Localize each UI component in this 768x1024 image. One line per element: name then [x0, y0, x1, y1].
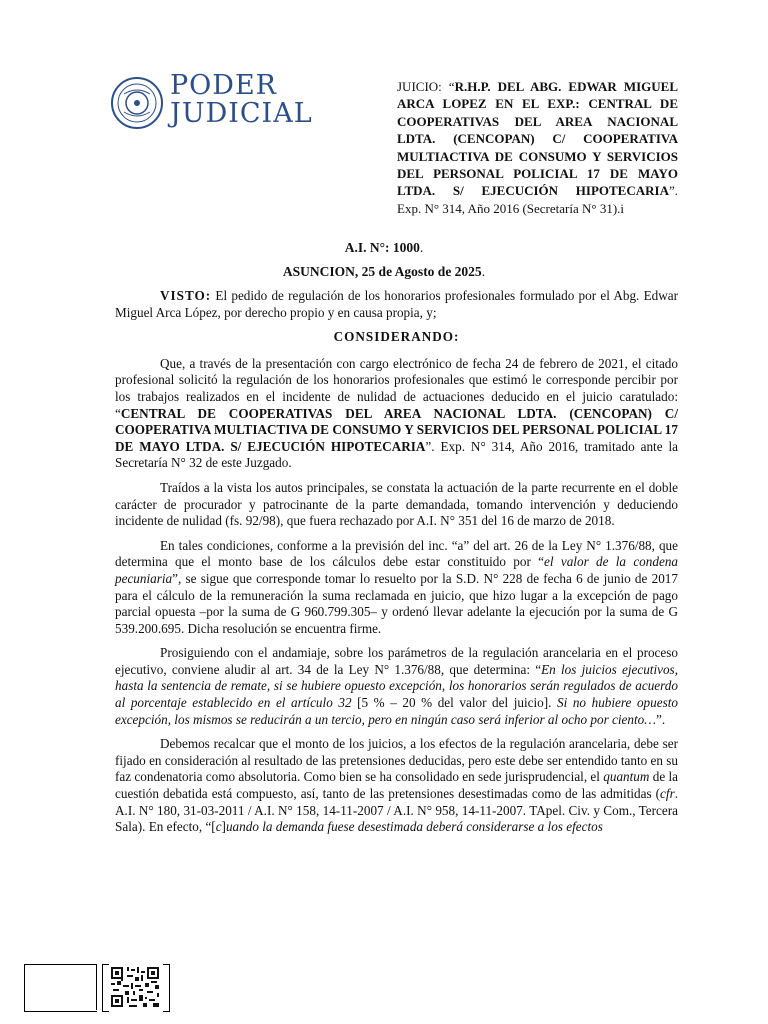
p1-bold-title: CENTRAL DE COOPERATIVAS DEL AREA NACIONAL LDTA. (CENCOPAN) C/ COOPERATIVA MULTIACTIVA DE CONSUMO Y SERVICIOS DEL PERSONAL POLICIAL 17 DE MAYO LTDA. S/ EJECUCIÓN HIPOTECARIA [115, 405, 678, 454]
logo-line-2: JUDICIAL [170, 98, 313, 129]
ai-label: A.I. N°: 1000 [344, 240, 420, 255]
p3-italic: el valor de la condena pecuniaria [115, 554, 679, 586]
caption-suffix: ”. [668, 183, 678, 199]
caption-prefix: JUICIO: “ [397, 79, 455, 94]
paragraph-5 [115, 736, 678, 836]
paragraph-1 [115, 356, 678, 472]
p4-italic-b: En los juicios ejecutivos, hasta la sentencia de remate, si se hubiere opuesto excepción, los honorarios serán regulados de acuerdo al porcentaje establecido en el artículo 32 [115, 661, 678, 711]
logo-wordmark [170, 72, 313, 128]
p5-text-g: ] [221, 819, 226, 835]
p5-italic-h: uando la demanda fuese desestimada deberá considerarse a los efectos [225, 819, 603, 835]
p4-italic-d: Si no hubiere opuesto excepción, los mismos se reducirán a un tercio, pero en ningún caso será inferior al ocho por ciento… [115, 695, 678, 727]
resolution-date [0, 264, 768, 280]
signature-box [24, 964, 97, 1012]
p4-text-c: [5 % – 20 % del valor del juicio]. [351, 695, 558, 711]
ai-suffix: . [419, 240, 424, 255]
poder-judicial-logo [110, 70, 313, 132]
p1-text-c: ”. Exp. N° 314, Año 2016, tramitado ante la Secretaría N° 32 de este Juzgado. [115, 438, 678, 471]
p1-text-a: Que, a través de la presentación con cargo electrónico de fecha 24 de febrero de 2021, el citado profesional solicitó la regulación de los honorarios profesionales que estimó le corresponde percibir por los trabajos realizados en el incidente de nulidad de actuaciones deducido en el juicio caratulado: “ [115, 355, 678, 421]
visto-paragraph [115, 288, 678, 321]
resolution-number [0, 240, 768, 256]
logo-line-1: PODER [170, 70, 277, 101]
qr-code-icon [111, 967, 159, 1007]
paragraph-2: Traídos a la vista los autos principales, se constata la actuación de la parte recurrente en el doble carácter de procurador y patrocinante de la parte demandada, tomando intervención y deduciendo incidente de nulidad (fs. 92/98), que fuera rechazado por A.I. N° 351 del 16 de marzo de 2018. [115, 479, 678, 529]
qr-frame-left [102, 964, 109, 1012]
visto-label: VISTO: [160, 288, 212, 303]
caption-title: R.H.P. DEL ABG. EDWAR MIGUEL ARCA LOPEZ EN EL EXP.: CENTRAL DE COOPERATIVAS DEL AREA NACIONAL LDTA. (CENCOPAN) C/ COOPERATIVA MULTIACTIVA DE CONSUMO Y SERVICIOS DEL PERSONAL POLICIAL 17 DE MAYO LTDA. S/ EJECUCIÓN HIPOTECARIA [397, 79, 679, 199]
document-body [115, 288, 678, 844]
visto-text: El pedido de regulación de los honorarios profesionales formulado por el Abg. Edwar Miguel Arca López, por derecho propio y en causa propia, y; [115, 288, 678, 320]
p5-text-e: . A.I. N° 180, 31-03-2011 / A.I. N° 158, 14-11-2007 / A.I. N° 958, 14-11-2007. TApel. Civ. y Com., Tercera Sala). En efecto, “[ [115, 786, 678, 835]
paragraph-4 [115, 645, 678, 728]
p5-text-a: Debemos recalcar que el monto de los juicios, a los efectos de la regulación arancelaria, debe ser fijado en consideración al resultado de las pretensiones deducidas, pero este debe ser entendido tanto en su faz condenatoria como absolutoria. Como bien se ha consolidado en sede jurisprudencial, el [115, 736, 678, 785]
date-label: ASUNCION, 25 de Agosto de 2025 [282, 264, 482, 279]
caption-exp: Exp. N° 314, Año 2016 (Secretaría N° 31).i [397, 200, 625, 216]
qr-frame-right [163, 964, 170, 1012]
p5-italic-c: c [215, 819, 222, 835]
p3-text-c: ”, se sigue que corresponde tomar lo resuelto por la S.D. N° 228 de fecha 6 de junio de 2017 para el cálculo de la remuneración la suma reclamada en juicio, que hizo lugar a la excepción de pago parcial opuesta –por la suma de G 960.799.305– y ordenó llevar adelante la ejecución por la suma de G 539.200.695. Dicha resolución se encuentra firme. [115, 570, 678, 636]
date-suffix: . [481, 264, 486, 279]
p4-text-e: ”. [655, 711, 666, 727]
seal-icon [110, 76, 164, 130]
p4-text-a: Prosiguiendo con el andamiaje, sobre los parámetros de la regulación arancelaria en el proceso ejecutivo, conviene aludir al art. 34 de la Ley N° 1.376/88, que determina: “ [115, 645, 678, 677]
p5-italic-quantum: quantum [603, 769, 650, 785]
paragraph-3 [115, 538, 678, 638]
considerando-heading: CONSIDERANDO: [333, 329, 460, 345]
p3-text-a: En tales condiciones, conforme a la previsión del inc. “a” del art. 26 de la Ley N° 1.376/88, que determina que el monto base de los cálculos debe estar constituido por “ [115, 537, 678, 570]
footer-divider [96, 964, 97, 1010]
p5-italic-cfr: cfr [660, 786, 675, 802]
case-caption [397, 78, 678, 217]
p5-text-c: de la cuestión debatida está compuesto, así, tanto de las pretensiones desestimadas como de las admitidas ( [115, 769, 678, 802]
